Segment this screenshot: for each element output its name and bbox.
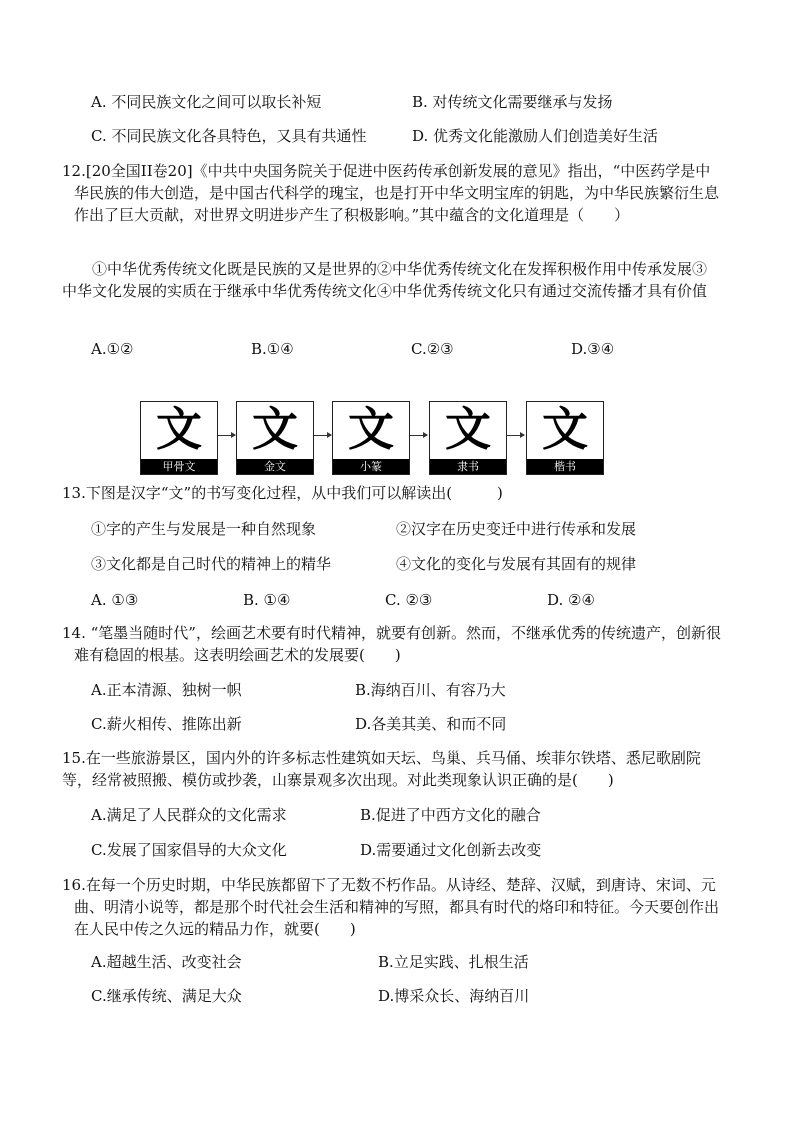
q12-option-b: B.①④	[251, 340, 294, 358]
q15-option-c: C.发展了国家倡导的大众文化	[91, 841, 287, 859]
wen-character-evolution-figure	[140, 401, 610, 475]
q12-items: ①中华优秀传统文化既是民族的又是世界的②中华优秀传统文化在发挥积极作用中传承发展③中华文化发展的实质在于继承中华优秀传统文化④中华优秀传统文化只有通过交流传播才具有价值	[62, 260, 708, 300]
q14-option-b: B.海纳百川、有容乃大	[355, 681, 506, 699]
q15-option-d: D.需要通过文化创新去改变	[360, 841, 542, 859]
script-box-regular	[526, 401, 604, 475]
q16-option-d: D.博采众长、海纳百川	[378, 987, 530, 1005]
small-seal-glyph: 文	[348, 402, 394, 456]
q13-item-3: ③文化都是自己时代的精神上的精华	[91, 555, 332, 573]
q13-stem: 13.下图是汉字“文”的书写变化过程，从中我们可以解读出( )	[62, 484, 503, 502]
regular-label: 楷书	[527, 459, 603, 474]
script-box-clerical	[429, 401, 507, 475]
q12-option-d: D.③④	[571, 340, 615, 358]
q13-option-a: A. ①③	[91, 591, 139, 609]
q11-option-b: B. 对传统文化需要继承与发扬	[412, 93, 613, 111]
q12-option-a: A.①②	[91, 340, 134, 358]
q13-option-b: B. ①④	[243, 591, 291, 609]
script-box-bronze	[236, 401, 314, 475]
q11-option-d: D. 优秀文化能激励人们创造美好生活	[412, 127, 659, 145]
script-box-oracle-bone	[140, 401, 218, 475]
q11-option-a: A. 不同民族文化之间可以取长补短	[91, 93, 322, 111]
q11-option-c: C. 不同民族文化各具特色，又具有共通性	[91, 127, 367, 145]
regular-glyph: 文	[542, 402, 588, 456]
arrow-4	[507, 435, 524, 436]
script-box-small-seal	[332, 401, 410, 475]
q13-option-c: C. ②③	[385, 591, 433, 609]
oracle-bone-label: 甲骨文	[141, 459, 217, 474]
q13-option-d: D. ②④	[547, 591, 595, 609]
q16-option-a: A.超越生活、改变社会	[91, 953, 242, 971]
bronze-label: 金文	[237, 459, 313, 474]
q15-option-b: B.促进了中西方文化的融合	[360, 806, 541, 824]
arrow-1	[218, 435, 235, 436]
q16-option-c: C.继承传统、满足大众	[91, 987, 242, 1005]
q16-option-b: B.立足实践、扎根生活	[378, 953, 529, 971]
clerical-glyph: 文	[445, 402, 491, 456]
clerical-label: 隶书	[430, 459, 506, 474]
q13-item-4: ④文化的变化与发展有其固有的规律	[396, 555, 637, 573]
q14-option-a: A.正本清源、独树一帜	[91, 681, 242, 699]
arrow-2	[314, 435, 331, 436]
q12-stem: 12.[20全国II卷20]《中共中央国务院关于促进中医药传承创新发展的意见》指出，“中医药学是中华民族的伟大创造，是中国古代科学的瑰宝，也是打开中华文明宝库的钥匙，为中华民族繁衍生息作出了巨大贡献，对世界文明进步产生了积极影响。”其中蕴含的文化道理是（ ）	[62, 162, 720, 224]
q15-option-a: A.满足了人民群众的文化需求	[91, 806, 287, 824]
q14-stem: 14. “笔墨当随时代”，绘画艺术要有时代精神，就要有创新。然而，不继承优秀的传统遗产，创新很难有稳固的根基。这表明绘画艺术的发展要( )	[62, 624, 721, 664]
arrow-3	[410, 435, 427, 436]
q13-item-1: ①字的产生与发展是一种自然现象	[91, 520, 317, 538]
q12-option-c: C.②③	[411, 340, 454, 358]
q13-item-2: ②汉字在历史变迁中进行传承和发展	[396, 520, 637, 538]
oracle-bone-glyph: 文	[156, 402, 202, 456]
bronze-glyph: 文	[252, 402, 298, 456]
q14-option-d: D.各美其美、和而不同	[355, 715, 507, 733]
q15-stem: 15.在一些旅游景区，国内外的许多标志性建筑如天坛、鸟巢、兵马俑、埃菲尔铁塔、悉尼歌剧院等，经常被照搬、模仿或抄袭，山寨景观多次出现。对此类现象认识正确的是( )	[62, 749, 701, 789]
q14-option-c: C.薪火相传、推陈出新	[91, 715, 242, 733]
q16-stem: 16.在每一个历史时期，中华民族都留下了无数不朽作品。从诗经、楚辞、汉赋，到唐诗、宋词、元曲、明清小说等，都是那个时代社会生活和精神的写照，都具有时代的烙印和特征。今天要创作出在人民中传之久远的精品力作，就要( )	[62, 876, 720, 938]
small-seal-label: 小篆	[333, 459, 409, 474]
